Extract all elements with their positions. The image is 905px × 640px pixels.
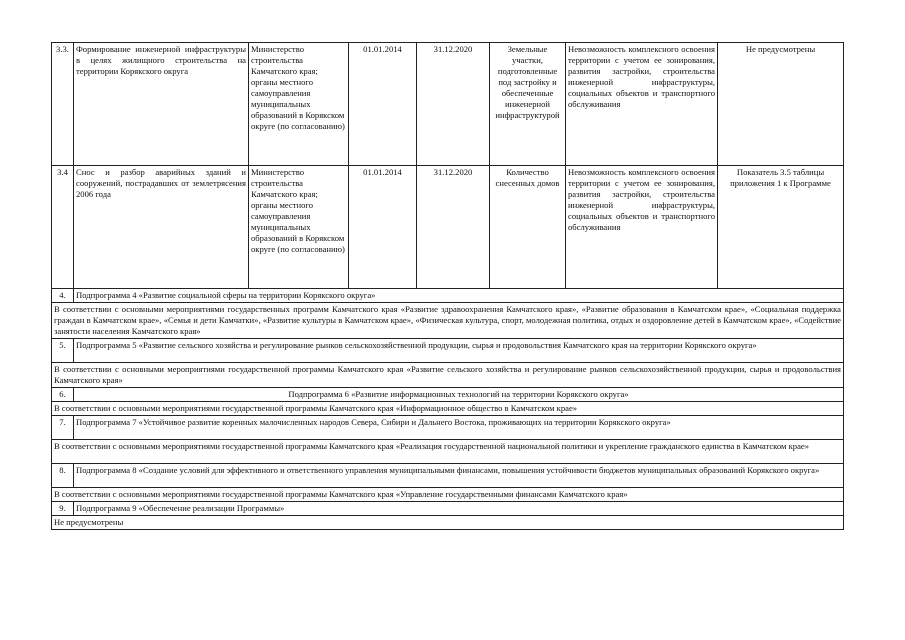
row-number: 5. <box>52 339 74 363</box>
subprogram-description: В соответствии с основными мероприятиями государственной программы Камчатского края «Развитие сельского хозяйства и регулирование рынков сельскохозяйственной продукции, сырья и продовольствия Камчатского края» <box>52 363 844 388</box>
subprogram-desc-row <box>52 516 844 530</box>
measure-start-date: 01.01.2014 <box>349 43 417 166</box>
subprogram-header-row <box>52 416 844 440</box>
measure-result: Количество снесенных домов <box>490 166 566 289</box>
subprogram-title: Подпрограмма 8 «Создание условий для эффективного и ответственного управления муниципальными финансами, повышения устойчивости бюджетов муниципальных образований Корякского округа» <box>74 464 844 488</box>
subprogram-title: Подпрограмма 7 «Устойчивое развитие коренных малочисленных народов Севера, Сибири и Дальнего Востока, проживающих на территории Корякского округа» <box>74 416 844 440</box>
measure-end-date: 31.12.2020 <box>417 43 490 166</box>
row-number: 4. <box>52 289 74 303</box>
subprogram-description: В соответствии с основными мероприятиями государственной программы Камчатского края «Реализация государственной национальной политики и укрепление гражданского единства в Камчатском крае» <box>52 440 844 464</box>
measure-executor: Министерство строительства Камчатского края; органы местного самоуправления муниципальных образований в Корякском округе (по согласованию) <box>249 43 349 166</box>
measure-consequence: Невозможность комплексного освоения территории с учетом ее зонирования, развития застройки, строительства инженерной инфраструктуры, социальных объектов и транспортного обслуживания <box>566 43 718 166</box>
measure-name: Формирование инженерной инфраструктуры в целях жилищного строительства на территории Корякского округа <box>74 43 249 166</box>
row-number: 3.3. <box>52 43 74 166</box>
row-number: 6. <box>52 388 74 402</box>
row-number: 8. <box>52 464 74 488</box>
subprogram-description: В соответствии с основными мероприятиями государственной программы Камчатского края «Информационное общество в Камчатском крае» <box>52 402 844 416</box>
measure-end-date: 31.12.2020 <box>417 166 490 289</box>
subprogram-desc-row <box>52 402 844 416</box>
subprogram-header-row <box>52 388 844 402</box>
subprogram-desc-row <box>52 363 844 388</box>
table-row <box>52 43 844 166</box>
measure-start-date: 01.01.2014 <box>349 166 417 289</box>
measure-indicator: Не предусмотрены <box>718 43 844 166</box>
subprogram-title: Подпрограмма 6 «Развитие информационных технологий на территории Корякского округа» <box>74 388 844 402</box>
row-number: 3.4 <box>52 166 74 289</box>
subprogram-header-row <box>52 464 844 488</box>
measure-executor: Министерство строительства Камчатского края; органы местного самоуправления муниципальных образований в Корякском округе (по согласованию) <box>249 166 349 289</box>
row-number: 9. <box>52 502 74 516</box>
subprogram-description: Не предусмотрены <box>52 516 844 530</box>
subprogram-desc-row <box>52 488 844 502</box>
subprogram-title: Подпрограмма 4 «Развитие социальной сферы на территории Корякского округа» <box>74 289 844 303</box>
subprogram-header-row <box>52 339 844 363</box>
table-row <box>52 166 844 289</box>
subprogram-title: Подпрограмма 5 «Развитие сельского хозяйства и регулирование рынков сельскохозяйственной продукции, сырья и продовольствия Камчатского края на территории Корякского округа» <box>74 339 844 363</box>
subprogram-desc-row <box>52 440 844 464</box>
measure-result: Земельные участки, подготовленные под застройку и обеспеченные инженерной инфраструктурой <box>490 43 566 166</box>
subprogram-desc-row <box>52 303 844 339</box>
measure-consequence: Невозможность комплексного освоения территории с учетом ее зонирования, развития застройки, строительства инженерной инфраструктуры, социальных объектов и транспортного обслуживания <box>566 166 718 289</box>
measure-indicator: Показатель 3.5 таблицы приложения 1 к Программе <box>718 166 844 289</box>
subprogram-description: В соответствии с основными мероприятиями государственных программ Камчатского края «Развитие здравоохранения Камчатского края», «Развитие образования в Камчатском крае», «Социальная поддержка граждан в Камчатском крае», «Семья и дети Камчатки», «Развитие культуры в Камчатском крае», «Физическая культура, спорт, молодежная политика, отдых и оздоровление детей в Камчатском крае», «Содействие занятости населения Камчатского края» <box>52 303 844 339</box>
subprogram-header-row <box>52 289 844 303</box>
program-measures-table <box>51 42 844 530</box>
subprogram-description: В соответствии с основными мероприятиями государственной программы Камчатского края «Управление государственными финансами Камчатского края» <box>52 488 844 502</box>
row-number: 7. <box>52 416 74 440</box>
subprogram-header-row <box>52 502 844 516</box>
subprogram-title: Подпрограмма 9 «Обеспечение реализации Программы» <box>74 502 844 516</box>
measure-name: Снос и разбор аварийных зданий и сооружений, пострадавших от землетрясения 2006 года <box>74 166 249 289</box>
